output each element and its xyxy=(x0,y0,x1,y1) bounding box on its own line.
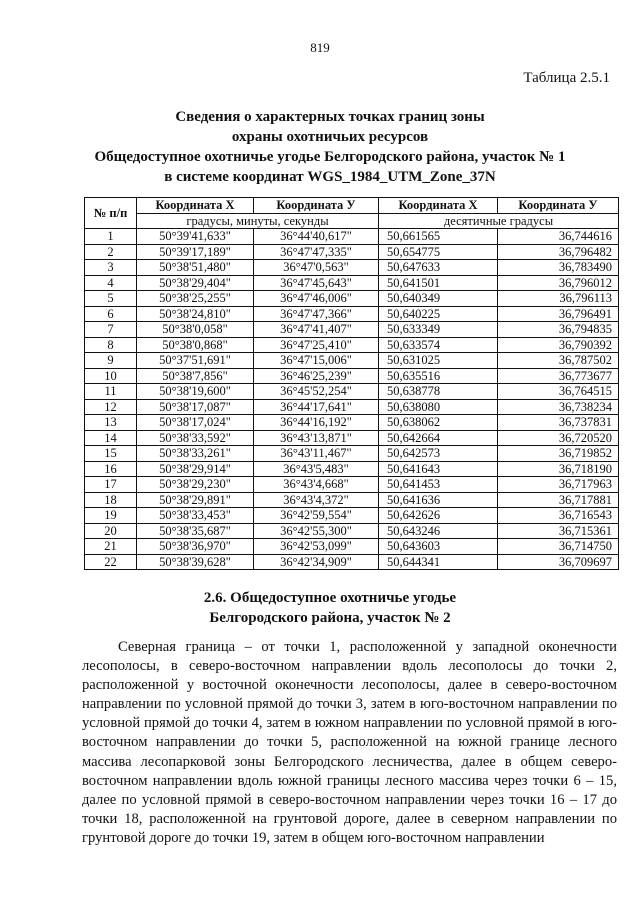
cell-x-dms: 50°38'29,891" xyxy=(137,492,254,508)
cell-x-decimal: 50,642573 xyxy=(379,446,498,462)
cell-number: 1 xyxy=(85,229,137,245)
cell-y-dms: 36°43'13,871" xyxy=(254,430,379,446)
table-body xyxy=(85,229,619,570)
cell-y-decimal: 36,764515 xyxy=(498,384,619,400)
section-heading-line-2: Белгородского района, участок № 2 xyxy=(209,610,451,626)
cell-x-dms: 50°38'33,261" xyxy=(137,446,254,462)
cell-y-dms: 36°42'34,909" xyxy=(254,554,379,570)
table-row xyxy=(85,477,619,493)
cell-x-dms: 50°38'7,856" xyxy=(137,368,254,384)
cell-number: 17 xyxy=(85,477,137,493)
cell-y-dms: 36°47'47,366" xyxy=(254,306,379,322)
cell-number: 9 xyxy=(85,353,137,369)
cell-y-decimal: 36,790392 xyxy=(498,337,619,353)
cell-y-decimal: 36,720520 xyxy=(498,430,619,446)
table-row xyxy=(85,554,619,570)
cell-y-decimal: 36,773677 xyxy=(498,368,619,384)
cell-y-dms: 36°47'41,407" xyxy=(254,322,379,338)
title-line-4: в системе координат WGS_1984_UTM_Zone_37N xyxy=(164,169,496,185)
cell-y-decimal: 36,714750 xyxy=(498,539,619,555)
table-row xyxy=(85,260,619,276)
table-row xyxy=(85,384,619,400)
cell-y-decimal: 36,737831 xyxy=(498,415,619,431)
cell-x-dms: 50°38'17,087" xyxy=(137,399,254,415)
cell-y-dms: 36°47'25,410" xyxy=(254,337,379,353)
cell-number: 10 xyxy=(85,368,137,384)
cell-x-dms: 50°38'35,687" xyxy=(137,523,254,539)
table-row xyxy=(85,291,619,307)
cell-x-decimal: 50,641643 xyxy=(379,461,498,477)
section-heading xyxy=(40,588,620,628)
cell-y-decimal: 36,709697 xyxy=(498,554,619,570)
table-row xyxy=(85,461,619,477)
cell-y-decimal: 36,716543 xyxy=(498,508,619,524)
cell-number: 11 xyxy=(85,384,137,400)
cell-number: 4 xyxy=(85,275,137,291)
table-row xyxy=(85,306,619,322)
cell-x-decimal: 50,638778 xyxy=(379,384,498,400)
subheader-dms: градусы, минуты, секунды xyxy=(137,213,379,229)
cell-y-dms: 36°47'47,335" xyxy=(254,244,379,260)
cell-x-dms: 50°38'29,230" xyxy=(137,477,254,493)
cell-y-dms: 36°42'59,554" xyxy=(254,508,379,524)
cell-x-decimal: 50,641636 xyxy=(379,492,498,508)
cell-number: 6 xyxy=(85,306,137,322)
title-line-1: Сведения о характерных точках границ зоны xyxy=(175,109,485,125)
cell-y-decimal: 36,715361 xyxy=(498,523,619,539)
cell-x-decimal: 50,641453 xyxy=(379,477,498,493)
title-line-3: Общедоступное охотничье угодье Белгородского района, участок № 1 xyxy=(94,149,566,165)
cell-x-dms: 50°38'29,914" xyxy=(137,461,254,477)
cell-x-dms: 50°38'17,024" xyxy=(137,415,254,431)
table-label: Таблица 2.5.1 xyxy=(523,70,610,86)
cell-y-dms: 36°43'5,483" xyxy=(254,461,379,477)
cell-y-decimal: 36,718190 xyxy=(498,461,619,477)
cell-y-dms: 36°44'16,192" xyxy=(254,415,379,431)
cell-y-dms: 36°47'0,563" xyxy=(254,260,379,276)
cell-y-dms: 36°45'52,254" xyxy=(254,384,379,400)
cell-x-dms: 50°38'0,868" xyxy=(137,337,254,353)
cell-y-decimal: 36,744616 xyxy=(498,229,619,245)
table-row xyxy=(85,229,619,245)
cell-x-dms: 50°37'51,691" xyxy=(137,353,254,369)
cell-x-dms: 50°38'36,970" xyxy=(137,539,254,555)
table-row xyxy=(85,523,619,539)
table-row xyxy=(85,322,619,338)
cell-number: 22 xyxy=(85,554,137,570)
cell-y-decimal: 36,738234 xyxy=(498,399,619,415)
cell-y-decimal: 36,796491 xyxy=(498,306,619,322)
cell-x-dms: 50°38'25,255" xyxy=(137,291,254,307)
cell-x-decimal: 50,647633 xyxy=(379,260,498,276)
table-row xyxy=(85,337,619,353)
table-row xyxy=(85,399,619,415)
cell-x-dms: 50°38'39,628" xyxy=(137,554,254,570)
cell-number: 5 xyxy=(85,291,137,307)
header-y-decimal: Координата У xyxy=(498,198,619,214)
cell-number: 19 xyxy=(85,508,137,524)
section-paragraph: Северная граница – от точки 1, расположенной у западной оконечности лесополосы, в северо-восточном направлении вдоль лесополосы до точки 2, расположенной у восточной оконечности лесополосы, далее в северо-восточном направлении по условной прямой до точки 3, затем в юго-восточном направлении по условной прямой до точки 4, затем в южном направлении по условной прямой в юго-восточном направлении до точки 5, расположенной на южной границе лесного массива лесопарковой зоны Белгородского лесничества, далее в общем северо-восточном направлении вдоль южной границы лесного массива через точки 6 – 15, далее по условной прямой в северо-восточном направлении через точки 16 – 17 до точки 18, расположенной на грунтовой дороге, далее в северном направлении по грунтовой дороге до точки 19, затем в общем юго-восточном направлении xyxy=(82,639,617,846)
cell-x-decimal: 50,633574 xyxy=(379,337,498,353)
table-row xyxy=(85,368,619,384)
cell-x-decimal: 50,638062 xyxy=(379,415,498,431)
cell-x-decimal: 50,643246 xyxy=(379,523,498,539)
cell-y-decimal: 36,717881 xyxy=(498,492,619,508)
cell-number: 15 xyxy=(85,446,137,462)
table-row xyxy=(85,492,619,508)
table-row xyxy=(85,244,619,260)
cell-x-dms: 50°38'29,404" xyxy=(137,275,254,291)
header-number: № п/п xyxy=(85,198,137,229)
subheader-decimal: десятичные градусы xyxy=(379,213,619,229)
cell-number: 21 xyxy=(85,539,137,555)
cell-number: 16 xyxy=(85,461,137,477)
cell-number: 12 xyxy=(85,399,137,415)
cell-y-dms: 36°43'4,668" xyxy=(254,477,379,493)
cell-y-dms: 36°46'25,239" xyxy=(254,368,379,384)
cell-y-decimal: 36,796482 xyxy=(498,244,619,260)
cell-x-decimal: 50,661565 xyxy=(379,229,498,245)
cell-x-decimal: 50,642664 xyxy=(379,430,498,446)
cell-x-decimal: 50,654775 xyxy=(379,244,498,260)
cell-y-decimal: 36,783490 xyxy=(498,260,619,276)
cell-number: 3 xyxy=(85,260,137,276)
table-row xyxy=(85,353,619,369)
cell-number: 13 xyxy=(85,415,137,431)
title-line-2: охраны охотничьих ресурсов xyxy=(231,129,429,145)
cell-y-decimal: 36,796113 xyxy=(498,291,619,307)
section-heading-line-1: 2.6. Общедоступное охотничье угодье xyxy=(203,590,457,606)
page-number: 819 xyxy=(310,40,330,55)
cell-y-dms: 36°44'40,617" xyxy=(254,229,379,245)
cell-x-dms: 50°39'41,633" xyxy=(137,229,254,245)
cell-y-dms: 36°43'11,467" xyxy=(254,446,379,462)
cell-y-decimal: 36,717963 xyxy=(498,477,619,493)
cell-y-dms: 36°44'17,641" xyxy=(254,399,379,415)
cell-number: 7 xyxy=(85,322,137,338)
cell-x-decimal: 50,644341 xyxy=(379,554,498,570)
table-title xyxy=(40,107,620,187)
cell-x-decimal: 50,643603 xyxy=(379,539,498,555)
cell-number: 18 xyxy=(85,492,137,508)
cell-x-dms: 50°39'17,189" xyxy=(137,244,254,260)
cell-number: 2 xyxy=(85,244,137,260)
table-row xyxy=(85,446,619,462)
cell-number: 14 xyxy=(85,430,137,446)
cell-x-dms: 50°38'51,480" xyxy=(137,260,254,276)
cell-x-dms: 50°38'19,600" xyxy=(137,384,254,400)
cell-number: 20 xyxy=(85,523,137,539)
cell-y-dms: 36°47'45,643" xyxy=(254,275,379,291)
cell-x-dms: 50°38'33,592" xyxy=(137,430,254,446)
cell-x-decimal: 50,633349 xyxy=(379,322,498,338)
cell-y-decimal: 36,796012 xyxy=(498,275,619,291)
table-row xyxy=(85,415,619,431)
cell-y-dms: 36°42'55,300" xyxy=(254,523,379,539)
table-row xyxy=(85,508,619,524)
cell-x-decimal: 50,640225 xyxy=(379,306,498,322)
cell-x-dms: 50°38'0,058" xyxy=(137,322,254,338)
cell-x-decimal: 50,635516 xyxy=(379,368,498,384)
table-row xyxy=(85,539,619,555)
cell-x-decimal: 50,641501 xyxy=(379,275,498,291)
table-row xyxy=(85,430,619,446)
coordinates-table xyxy=(84,197,619,570)
cell-x-dms: 50°38'33,453" xyxy=(137,508,254,524)
cell-y-decimal: 36,719852 xyxy=(498,446,619,462)
cell-x-dms: 50°38'24,810" xyxy=(137,306,254,322)
cell-y-dms: 36°47'15,006" xyxy=(254,353,379,369)
cell-y-dms: 36°47'46,006" xyxy=(254,291,379,307)
cell-y-dms: 36°42'53,099" xyxy=(254,539,379,555)
cell-y-decimal: 36,787502 xyxy=(498,353,619,369)
header-x-decimal: Координата Х xyxy=(379,198,498,214)
cell-x-decimal: 50,638080 xyxy=(379,399,498,415)
cell-y-dms: 36°43'4,372" xyxy=(254,492,379,508)
cell-y-decimal: 36,794835 xyxy=(498,322,619,338)
header-y-dms: Координата У xyxy=(254,198,379,214)
cell-x-decimal: 50,640349 xyxy=(379,291,498,307)
cell-x-decimal: 50,642626 xyxy=(379,508,498,524)
cell-number: 8 xyxy=(85,337,137,353)
header-x-dms: Координата Х xyxy=(137,198,254,214)
cell-x-decimal: 50,631025 xyxy=(379,353,498,369)
table-row xyxy=(85,275,619,291)
